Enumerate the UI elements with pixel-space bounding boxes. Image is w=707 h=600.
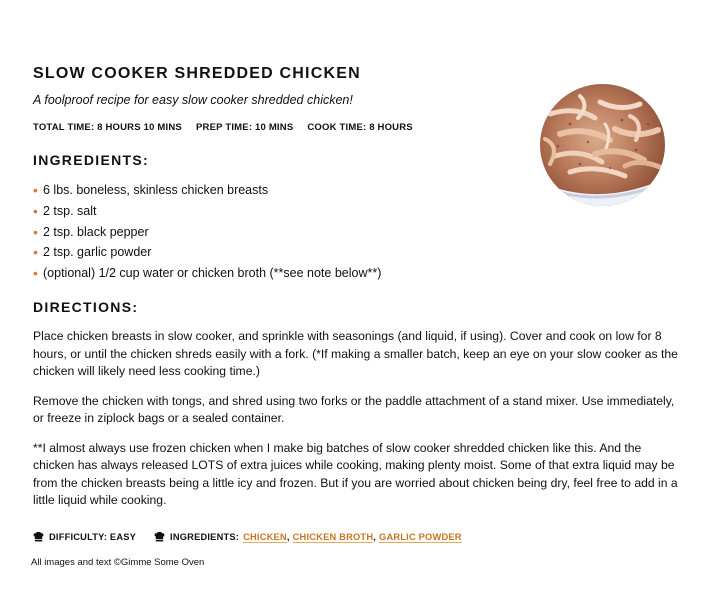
tag-link-chicken[interactable]: CHICKEN: [243, 531, 287, 542]
recipe-meta: [33, 531, 462, 542]
list-item: [33, 222, 381, 243]
recipe-times: [33, 122, 413, 133]
bullet-icon: •: [33, 182, 38, 198]
difficulty-label: DIFFICULTY: EASY: [49, 531, 137, 542]
ingredients-list: [33, 180, 381, 284]
bullet-icon: •: [33, 244, 38, 261]
shredded-chicken-photo: [540, 84, 665, 206]
tag-link-garlic-powder[interactable]: GARLIC POWDER: [379, 531, 462, 542]
tag-link-chicken-broth[interactable]: CHICKEN BROTH: [292, 531, 374, 542]
direction-paragraph: **I almost always use frozen chicken when I make big batches of slow cooker shredded chicken like this. And the chicken has always released LOTS of extra juices while cooking, making plenty moist. Some of that extra liquid may be from the chicken breasts being a little icy and frozen. But if you are worried about chicken being dry, feel free to add in a little liquid while cooking.: [33, 440, 678, 507]
list-item: [33, 201, 381, 222]
direction-paragraph: Remove the chicken with tongs, and shred using two forks or the paddle attachment of a stand mixer. Use immediately, or freeze in ziplock bags or a sealed container.: [33, 393, 675, 425]
ingredient-text: 2 tsp. garlic powder: [43, 245, 152, 260]
bullet-icon: •: [33, 202, 38, 219]
ingredients-tags-label: INGREDIENTS:: [170, 531, 240, 542]
total-time: TOTAL TIME: 8 HOURS 10 MINS: [33, 122, 182, 133]
tag-separator: ,: [286, 531, 290, 542]
chef-hat-icon: [154, 531, 165, 542]
cook-time: COOK TIME: 8 HOURS: [307, 122, 413, 133]
chef-hat-icon: [33, 531, 44, 542]
recipe-title: SLOW COOKER SHREDDED CHICKEN: [33, 65, 361, 82]
ingredients-heading: INGREDIENTS:: [33, 152, 149, 168]
copyright-text: All images and text ©Gimme Some Oven: [31, 557, 205, 568]
prep-time: PREP TIME: 10 MINS: [195, 122, 294, 133]
bullet-icon: •: [33, 223, 38, 240]
tag-separator: ,: [373, 531, 377, 542]
directions-heading: DIRECTIONS:: [33, 299, 139, 315]
list-item: [33, 263, 381, 284]
direction-paragraph: Place chicken breasts in slow cooker, and sprinkle with seasonings (and liquid, if using). Cover and cook on low for 8 hours, or until the chicken shreds easily with a fork. (*If making a smaller batch, keep an eye on your slow cooker as the chicken will likely need less cooking time.): [33, 329, 678, 378]
ingredient-text: (optional) 1/2 cup water or chicken broth (**see note below**): [43, 266, 382, 281]
chicken-photo-graphic: [540, 84, 665, 206]
ingredient-text: 2 tsp. salt: [43, 203, 97, 218]
recipe-subtitle: A foolproof recipe for easy slow cooker shredded chicken!: [33, 93, 353, 107]
ingredient-text: 6 lbs. boneless, skinless chicken breasts: [43, 183, 269, 197]
ingredient-text: 2 tsp. black pepper: [43, 224, 149, 239]
list-item: [33, 242, 381, 263]
list-item: [33, 180, 381, 201]
bullet-icon: •: [33, 265, 38, 282]
directions-body: [33, 328, 683, 522]
